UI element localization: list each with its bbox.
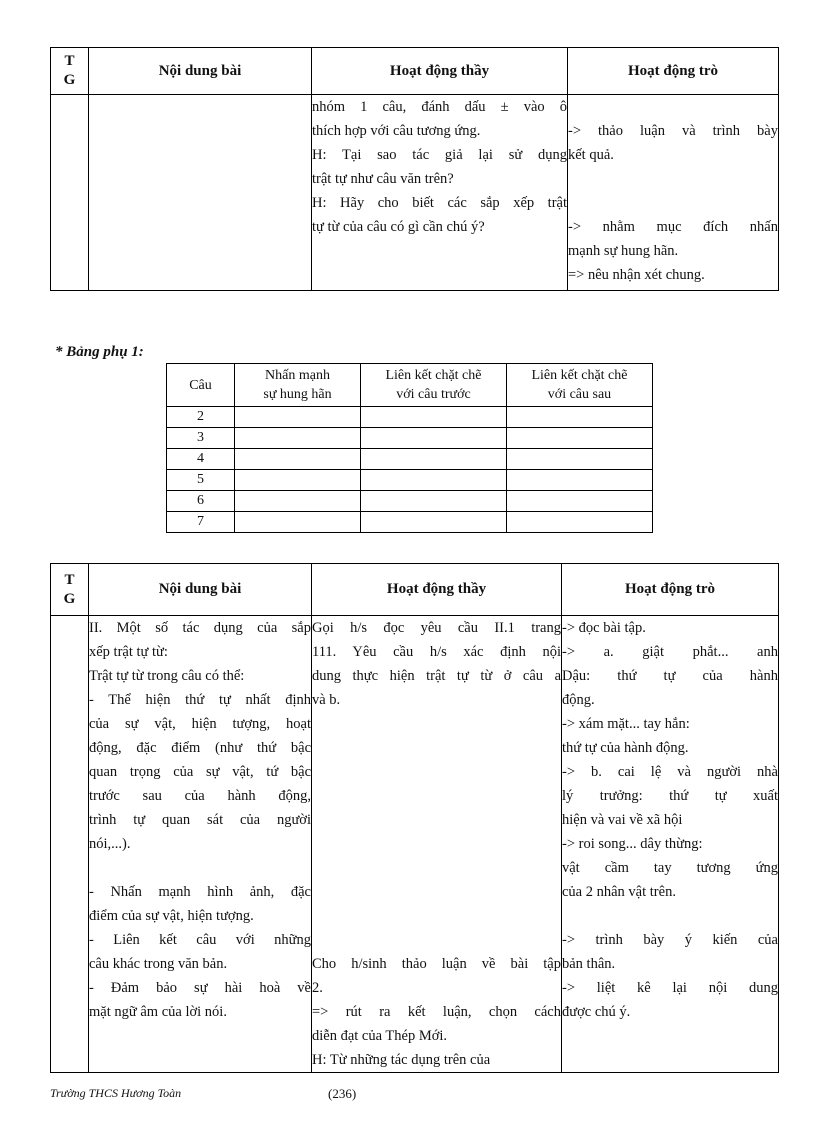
blank-line [312, 736, 561, 760]
student-cell [568, 95, 779, 291]
text-line: -> roi song... dây thừng: [562, 836, 703, 852]
header-teacher: Hoạt động thầy [312, 48, 568, 95]
aux-header-link-next [507, 364, 653, 407]
tg-cell [51, 95, 89, 291]
table-row [51, 616, 779, 1073]
teacher-cell [312, 95, 568, 291]
text-line: nhóm 1 câu, đánh dấu ± vào ô [312, 99, 567, 115]
text-line: và b. [312, 692, 341, 708]
header-student: Hoạt động trò [568, 48, 779, 95]
text-line: => nêu nhận xét chung. [568, 267, 705, 283]
blank-line [312, 760, 561, 784]
text-line: điểm của sự vật, hiện tượng. [89, 908, 254, 924]
header-tg-t: T [64, 53, 75, 69]
text-line: nói,...). [89, 836, 131, 852]
aux-row-number: 7 [167, 512, 235, 533]
text-line: -> thảo luận và trình bày [568, 123, 778, 139]
text-line: - Nhấn mạnh hình ảnh, đặc [89, 884, 311, 900]
header-tg-g: G [63, 590, 76, 607]
aux-empty-cell [235, 512, 361, 533]
text-line: hiện và vai về xã hội [562, 812, 683, 828]
aux-empty-cell [361, 470, 507, 491]
text-line: của 2 nhân vật trên. [562, 884, 676, 900]
aux-header-text: sự hung hãn [263, 387, 332, 402]
header-teacher: Hoạt động thầy [312, 564, 562, 616]
lesson-table-1 [50, 47, 779, 291]
aux-table-body [167, 407, 653, 533]
aux-empty-cell [235, 428, 361, 449]
content-cell [89, 616, 312, 1073]
text-line: Dậu: thứ tự của hành [562, 668, 778, 684]
text-line: II. Một số tác dụng của sắp [89, 620, 311, 636]
aux-empty-cell [507, 470, 653, 491]
blank-line [562, 904, 778, 928]
aux-table-row [167, 491, 653, 512]
text-line: lý trưởng: thứ tự xuất [562, 788, 778, 804]
blank-line [89, 856, 311, 880]
text-line: diễn đạt của Thép Mới. [312, 1028, 448, 1044]
blank-line [312, 904, 561, 928]
text-line: trình tự quan sát của người [89, 812, 311, 828]
header-tg-g: G [63, 72, 76, 88]
student-cell [562, 616, 779, 1073]
text-line: => rút ra kết luận, chọn cách [312, 1004, 561, 1020]
text-line: -> xám mặt... tay hắn: [562, 716, 690, 732]
aux-row-number: 2 [167, 407, 235, 428]
lesson-table-2 [50, 563, 779, 1073]
text-line: 2. [312, 980, 323, 996]
text-line: được chú ý. [562, 1004, 631, 1020]
text-line: quan trọng của sự vật, tứ bậc [89, 764, 311, 780]
table-header-row [51, 48, 779, 95]
blank-line [312, 832, 561, 856]
aux-empty-cell [507, 512, 653, 533]
text-line: -> b. cai lệ và người nhà [562, 764, 778, 780]
aux-empty-cell [235, 491, 361, 512]
text-line: kết quả. [568, 147, 614, 163]
text-line: Cho h/sinh thảo luận về bài tập [312, 956, 561, 972]
text-line: mặt ngữ âm của lời nói. [89, 1004, 227, 1020]
header-content: Nội dung bài [89, 48, 312, 95]
text-line: Trật tự từ trong câu có thể: [89, 668, 245, 684]
text-line: - Thể hiện thứ tự nhất định [89, 692, 311, 708]
teacher-cell [312, 616, 562, 1073]
aux-table-row [167, 470, 653, 491]
content-cell [89, 95, 312, 291]
text-line: dung thực hiện trật tự từ ở câu a [312, 668, 561, 684]
text-line: của sự vật, hiện tượng, hoạt [89, 716, 311, 732]
aux-empty-cell [235, 407, 361, 428]
aux-table-row [167, 407, 653, 428]
aux-header-link-prev [361, 364, 507, 407]
aux-header-text: Liên kết chặt chẽ [385, 368, 482, 383]
blank-line [568, 95, 778, 119]
text-line: H: Hãy cho biết các sắp xếp trật [312, 195, 567, 211]
text-line: -> a. giật phắt... anh [562, 644, 778, 660]
aux-empty-cell [507, 491, 653, 512]
aux-empty-cell [361, 512, 507, 533]
header-tg [51, 564, 89, 616]
aux-empty-cell [361, 407, 507, 428]
text-line: Gọi h/s đọc yêu cầu II.1 trang [312, 620, 561, 636]
text-line: trước sau của hành động, [89, 788, 311, 804]
blank-line [568, 191, 778, 215]
text-line: 111. Yêu cầu h/s xác định nội [312, 644, 561, 660]
text-line: vật cầm tay tương ứng [562, 860, 778, 876]
text-line: xếp trật tự từ: [89, 644, 168, 660]
aux-empty-cell [235, 470, 361, 491]
blank-line [312, 928, 561, 952]
text-line: -> trình bày ý kiến của [562, 932, 778, 948]
text-line: H: Từ những tác dụng trên của [312, 1052, 491, 1068]
aux-header-emphasis [235, 364, 361, 407]
header-tg-t: T [64, 571, 75, 588]
text-line: động. [562, 692, 595, 708]
aux-table-row [167, 449, 653, 470]
aux-row-number: 6 [167, 491, 235, 512]
blank-line [568, 167, 778, 191]
blank-line [312, 808, 561, 832]
aux-empty-cell [507, 407, 653, 428]
blank-line [312, 784, 561, 808]
aux-empty-cell [235, 449, 361, 470]
header-content: Nội dung bài [89, 564, 312, 616]
text-line: -> nhằm mục đích nhấn [568, 219, 778, 235]
aux-table-row [167, 512, 653, 533]
text-line: H: Tại sao tác giả lại sử dụng [312, 147, 567, 163]
text-line: - Đảm bảo sự hài hoà về [89, 980, 311, 996]
text-line: thích hợp với câu tương ứng. [312, 123, 481, 139]
aux-header-text: Nhấn mạnh [265, 368, 330, 383]
text-line: - Liên kết câu với những [89, 932, 311, 948]
aux-row-number: 3 [167, 428, 235, 449]
footer-page-number: (236) [328, 1086, 357, 1101]
aux-table-row [167, 428, 653, 449]
aux-row-number: 5 [167, 470, 235, 491]
text-line: câu khác trong văn bản. [89, 956, 228, 972]
text-line: bản thân. [562, 956, 616, 972]
aux-empty-cell [361, 428, 507, 449]
blank-line [312, 880, 561, 904]
aux-header-text: Liên kết chặt chẽ [531, 368, 628, 383]
aux-empty-cell [507, 449, 653, 470]
text-line: mạnh sự hung hãn. [568, 243, 679, 259]
text-line: động, đặc điểm (như thứ bậc [89, 740, 311, 756]
aux-row-number: 4 [167, 449, 235, 470]
header-tg [51, 48, 89, 95]
aux-empty-cell [361, 449, 507, 470]
aux-empty-cell [507, 428, 653, 449]
text-line: -> liệt kê lại nội dung [562, 980, 778, 996]
text-line: thứ tự của hành động. [562, 740, 689, 756]
tg-cell [51, 616, 89, 1073]
aux-header-text: với câu trước [396, 387, 471, 402]
aux-header-text: Câu [189, 377, 212, 393]
aux-empty-cell [361, 491, 507, 512]
aux-header-row [167, 364, 653, 407]
aux-header-text: với câu sau [547, 387, 612, 402]
footer-school-name: Trường THCS Hương Toàn [50, 1086, 182, 1100]
aux-table-caption: * Bảng phụ 1: [55, 344, 144, 360]
text-line: -> đọc bài tập. [562, 620, 646, 636]
aux-header-cau [167, 364, 235, 407]
table-row [51, 95, 779, 291]
blank-line [312, 856, 561, 880]
header-student: Hoạt động trò [562, 564, 779, 616]
table-header-row [51, 564, 779, 616]
aux-table [166, 363, 653, 533]
blank-line [312, 712, 561, 736]
text-line: trật tự như câu văn trên? [312, 171, 454, 187]
text-line: tự từ của câu có gì cần chú ý? [312, 219, 485, 235]
